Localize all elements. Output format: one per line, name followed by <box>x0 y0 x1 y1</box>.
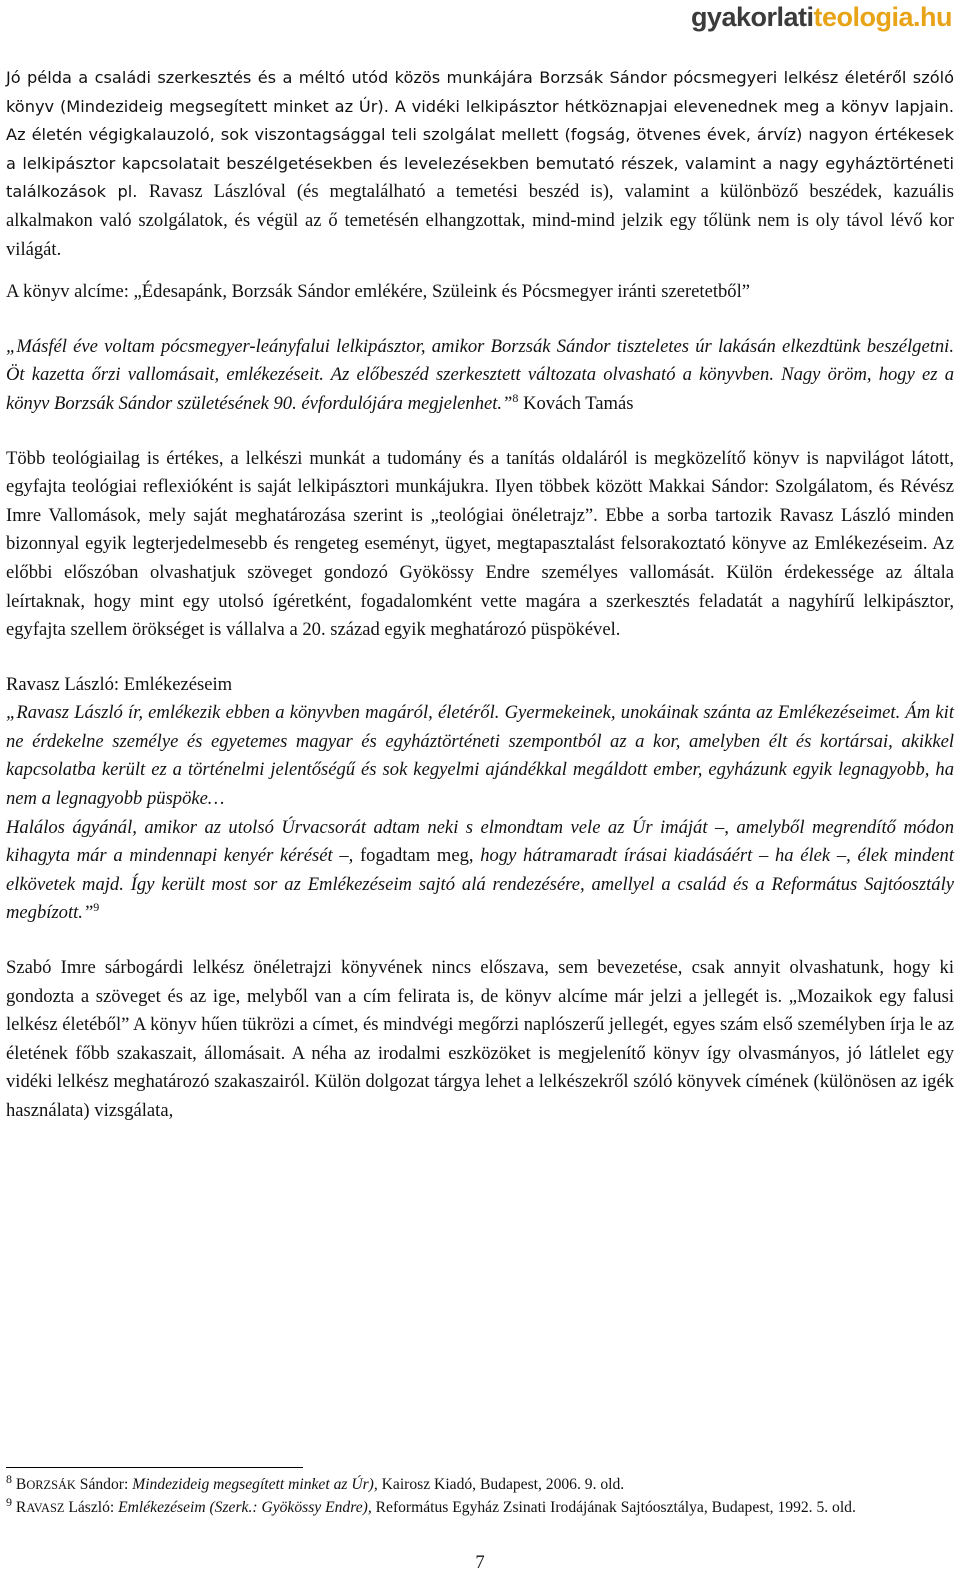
page-number: 7 <box>475 1552 485 1573</box>
quote-ravasz-2: Halálos ágyánál, amikor az utolsó Úrvacsorát adtam neki s elmondtam vele az Úr imáját –, amelyből megrendítő módon kihagyta már a mindennapi kenyér kérését –, fogadtam meg, hogy hátramaradt írásai kiadásáért – ha élek –, élek mindent elkövetek majd. Így került most sor az Emlékezéseim sajtó alá rendezésére, amellyel a család és a Református Sajtóosztály megbízott.”$^9$ <box>6 816 954 924</box>
paragraph-subtitle: A könyv alcíme: „Édesapánk, Borzsák Sándor emlékére, Szüleink és Pócsmegyer iránti szeretetből” <box>6 281 751 303</box>
paragraph-theological-books: Több teológiailag is értékes, a lelkészi munkát a tudomány és a tanítás oldaláról is megközelítő könyv is napvilágot látott, egyfajta teológiai reflexióként is saját lelkipásztori munkájukra. Ilyen többek között Makkai Sándor: Szolgálatom, és Révész Imre Vallomások, mely saját meghatározása szerint is „teológiai önéletrajz”. Ebbe a sorba tartozik Ravasz László minden bizonnyal egyik legterjedelmesebb és rengeteg eseményt, ügyet, megtapasztalást felsorakoztató könyve az Emlékezéseim. Az előbbi előszóban olvashatjuk szöveget gondozó Gyökössy Endre személyes vallomását. Külön érdekessége az általa leírtaknak, hogy mint egy utolsó ígéretként, fogadalomként vette magára a szerkesztés feladatát a nagyhírű lelkipásztor, egyfajta szellem örökséget is vállalva a 20. század egyik meghatározó püspökével. <box>6 447 954 641</box>
footnote-separator <box>6 1467 303 1468</box>
paragraph-borzsak: Jó példa a családi szerkesztés és a méltó utód közös munkájára Borzsák Sándor pócsmegyeri lelkész életéről szóló könyv (Mindezideig megsegített minket az Úr). A vidéki lelkipásztor hétköznapjai elevenednek meg a könyv lapjain. Az életén végigkalauzoló, sok viszontagsággal teli szolgálat mellett (fogság, ötvenes évek, árvíz) nagyon értékesek a lelkipásztor kapcsolatait beszélgetésekben és levelezésekben bemutató részek, valamint a nagy egyháztörténeti találkozások pl. Ravasz Lászlóval (és megtalálható a temetési beszéd is), valamint a különböző beszédek, kazuális alkalmakon való szolgálatok, és végül az ő temetésén elhangzottak, mind-mind jelzik egy tőlünk nem is oly távol lévő kor világát. <box>6 68 955 260</box>
logo-part1: gyakorlati <box>690 2 814 32</box>
footnote-9: $^9$ RAVASZ László: Emlékezéseim (Szerk.: Gyökössy Endre), Református Egyház Zsinati Irodájának Sajtóosztálya, Budapest, 1992. 5. old. <box>6 1494 856 1516</box>
quote-author: Kovách Tamás <box>523 392 634 414</box>
footnote-8: $^8$ BORZSÁK Sándor: Mindezideig megsegített minket az Úr), Kairosz Kiadó, Budapest, 2006. 9. old. <box>6 1471 625 1493</box>
logo-part2: teologia.hu <box>813 2 952 32</box>
page-body <box>6 64 954 1126</box>
quote-kovach: „Másfél éve voltam pócsmegyer-leányfalui lelkipásztor, amikor Borzsák Sándor tiszteletes úr lakásán elkezdtünk beszélgetni. Öt kazetta őrzi vallomásait, emlékezéseit. Az előbeszéd szerkesztett változata olvasható a könyvben. Nagy öröm, hogy ez a könyv Borzsák Sándor születésének 90. évfordulójára megjelenhet.”$^8$ Kovách Tamás <box>6 335 954 414</box>
site-logo <box>691 2 952 33</box>
section-heading-ravasz: Ravasz László: Emlékezéseim <box>6 673 233 695</box>
footnote-ref-9: 9 <box>93 900 100 915</box>
paragraph-szabo: Szabó Imre sárbogárdi lelkész önéletrajzi könyvének nincs előszava, sem bevezetése, csak annyit olvashatunk, hogy ki gondozta a szöveget és az ige, melyből van a cím felirata is, de könyv alcíme már jelzi a jellegét is. „Mozaikok egy falusi lelkész életéből” A könyv hűen tükrözi a címet, és mindvégi megőrzi naplószerű jellegét, egyes szám első személyben írja le az életének főbb szakaszait, állomásait. A néha az irodalmi eszközöket is megjelenítő könyv így olvasmányos, jó látlelet egy vidéki lelkész meghatározó szakaszairól. Külön dolgozat tárgya lehet a lelkészekről szóló könyvek címének (különösen az igék használata) vizsgálata, <box>6 957 954 1121</box>
quote-ravasz-1: „Ravasz László ír, emlékezik ebben a könyvben magáról, életéről. Gyermekeinek, unokáinak szánta az Emlékezéseimet. Ám kit ne érdekelne személye és egyetemes magyar és egyháztörténeti szempontból az a kor, amelyben élt és kortársai, akikkel kapcsolatba került ez a történelmi jelentőségű és sok kegyelmi ajándékkal megáldott ember, egyházunk egyik legnagyobb, ha nem a legnagyobb püspöke… <box>6 702 954 810</box>
footnote-ref-8: 8 <box>512 390 519 405</box>
